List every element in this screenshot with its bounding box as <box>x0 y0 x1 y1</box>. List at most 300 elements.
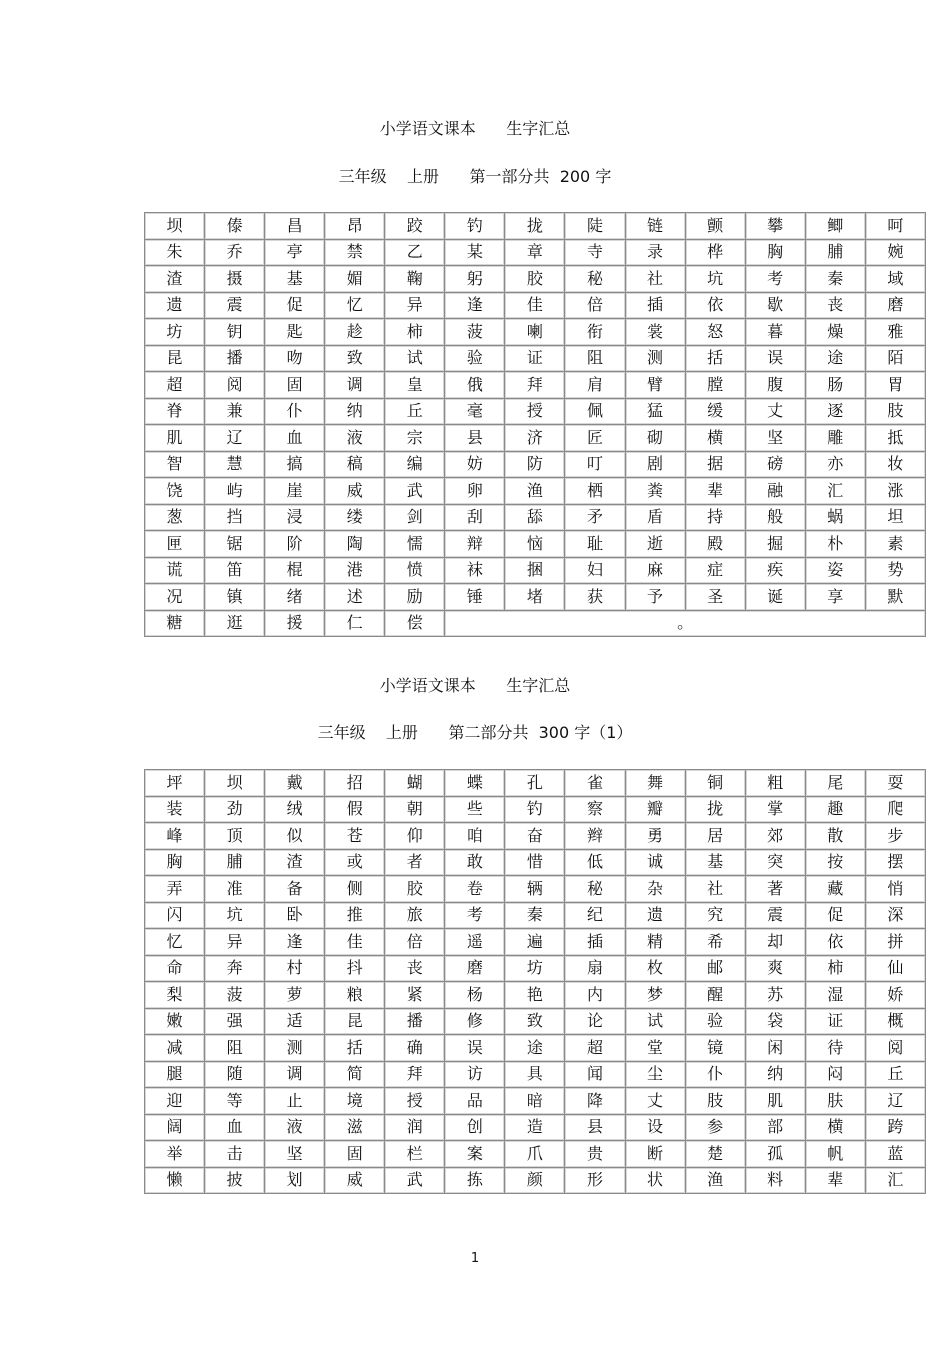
character-cell: 液 <box>265 1114 325 1141</box>
character-cell: 臂 <box>625 372 685 399</box>
character-cell: 堵 <box>505 584 565 611</box>
character-cell: 秦 <box>505 902 565 929</box>
character-cell: 坚 <box>745 425 805 452</box>
character-cell: 防 <box>505 451 565 478</box>
character-cell: 辩 <box>445 531 505 558</box>
character-cell: 暮 <box>745 319 805 346</box>
character-cell: 超 <box>565 1035 625 1062</box>
character-cell: 突 <box>745 849 805 876</box>
character-cell: 耍 <box>865 770 925 797</box>
character-cell: 辈 <box>805 1167 865 1194</box>
character-cell: 辈 <box>685 478 745 505</box>
character-cell: 县 <box>565 1114 625 1141</box>
character-cell: 闷 <box>805 1061 865 1088</box>
character-cell: 闪 <box>145 902 205 929</box>
character-cell: 颤 <box>685 213 745 240</box>
character-cell: 阻 <box>565 345 625 372</box>
character-cell: 亭 <box>265 239 325 266</box>
character-cell: 悄 <box>865 876 925 903</box>
character-cell: 迎 <box>145 1088 205 1115</box>
character-cell: 渣 <box>265 849 325 876</box>
character-cell: 禁 <box>325 239 385 266</box>
table-row <box>145 531 926 558</box>
character-cell: 命 <box>145 955 205 982</box>
character-cell: 考 <box>745 266 805 293</box>
character-cell: 社 <box>625 266 685 293</box>
character-cell: 雀 <box>565 770 625 797</box>
character-cell: 推 <box>325 902 385 929</box>
character-cell: 旅 <box>385 902 445 929</box>
character-cell: 搞 <box>265 451 325 478</box>
character-cell: 秘 <box>565 876 625 903</box>
character-cell: 顶 <box>205 823 265 850</box>
character-cell: 测 <box>265 1035 325 1062</box>
character-cell: 证 <box>805 1008 865 1035</box>
character-cell: 胶 <box>505 266 565 293</box>
character-cell: 汇 <box>865 1167 925 1194</box>
character-cell: 刮 <box>445 504 505 531</box>
character-cell: 状 <box>625 1167 685 1194</box>
character-cell: 奋 <box>505 823 565 850</box>
character-cell: 设 <box>625 1114 685 1141</box>
character-cell: 准 <box>205 876 265 903</box>
character-cell: 仆 <box>265 398 325 425</box>
character-cell: 料 <box>745 1167 805 1194</box>
character-cell: 部 <box>745 1114 805 1141</box>
character-cell: 仰 <box>385 823 445 850</box>
table-row <box>145 213 926 240</box>
character-cell: 勇 <box>625 823 685 850</box>
character-cell: 傣 <box>205 213 265 240</box>
character-cell: 播 <box>385 1008 445 1035</box>
table-row <box>145 1114 926 1141</box>
character-cell: 形 <box>565 1167 625 1194</box>
character-cell: 润 <box>385 1114 445 1141</box>
character-cell: 雕 <box>805 425 865 452</box>
character-cell: 袜 <box>445 557 505 584</box>
character-cell: 误 <box>445 1035 505 1062</box>
character-cell: 腿 <box>145 1061 205 1088</box>
character-cell: 况 <box>145 584 205 611</box>
character-cell: 陶 <box>325 531 385 558</box>
character-cell: 震 <box>745 902 805 929</box>
character-cell: 创 <box>445 1114 505 1141</box>
character-cell: 假 <box>325 796 385 823</box>
table-row <box>145 1035 926 1062</box>
character-cell: 婉 <box>865 239 925 266</box>
character-cell: 朝 <box>385 796 445 823</box>
character-cell: 毫 <box>445 398 505 425</box>
character-cell: 怒 <box>685 319 745 346</box>
character-cell: 舞 <box>625 770 685 797</box>
character-cell: 爬 <box>865 796 925 823</box>
character-cell: 坦 <box>865 504 925 531</box>
character-cell: 渔 <box>685 1167 745 1194</box>
character-cell: 倍 <box>565 292 625 319</box>
character-cell: 崖 <box>265 478 325 505</box>
character-cell: 枚 <box>625 955 685 982</box>
character-cell: 糖 <box>145 610 205 637</box>
table-row <box>145 1008 926 1035</box>
character-cell: 舔 <box>505 504 565 531</box>
character-cell: 肠 <box>805 372 865 399</box>
character-cell: 据 <box>685 451 745 478</box>
character-cell: 钓 <box>505 796 565 823</box>
character-cell: 逝 <box>625 531 685 558</box>
character-cell: 适 <box>265 1008 325 1035</box>
character-cell: 超 <box>145 372 205 399</box>
character-cell: 铜 <box>685 770 745 797</box>
table-row <box>145 319 926 346</box>
table-row <box>145 478 926 505</box>
table-row <box>145 876 926 903</box>
character-cell: 仙 <box>865 955 925 982</box>
character-cell: 裳 <box>625 319 685 346</box>
character-cell: 内 <box>565 982 625 1009</box>
character-cell: 抵 <box>865 425 925 452</box>
character-cell: 获 <box>565 584 625 611</box>
character-cell: 桦 <box>685 239 745 266</box>
character-cell: 招 <box>325 770 385 797</box>
page-number: 1 <box>470 1251 480 1266</box>
character-cell: 梦 <box>625 982 685 1009</box>
character-cell: 丘 <box>865 1061 925 1088</box>
character-cell: 燥 <box>805 319 865 346</box>
character-cell: 媚 <box>325 266 385 293</box>
character-cell: 阅 <box>865 1035 925 1062</box>
character-cell: 弄 <box>145 876 205 903</box>
character-cell: 拜 <box>505 372 565 399</box>
character-cell: 孤 <box>745 1141 805 1168</box>
table-row <box>145 1088 926 1115</box>
character-cell: 坊 <box>505 955 565 982</box>
section1-title: 小学语文课本 生字汇总 <box>379 119 571 138</box>
character-cell: 紧 <box>385 982 445 1009</box>
character-cell: 俄 <box>445 372 505 399</box>
character-cell: 乔 <box>205 239 265 266</box>
character-cell: 著 <box>745 876 805 903</box>
character-cell: 素 <box>865 531 925 558</box>
character-cell: 猛 <box>625 398 685 425</box>
character-cell: 脯 <box>205 849 265 876</box>
character-cell: 拣 <box>445 1167 505 1194</box>
character-cell: 逢 <box>445 292 505 319</box>
character-cell: 渔 <box>505 478 565 505</box>
character-cell: 血 <box>265 425 325 452</box>
table-row <box>145 1061 926 1088</box>
character-cell: 纪 <box>565 902 625 929</box>
character-cell: 止 <box>265 1088 325 1115</box>
character-cell: 瓣 <box>625 796 685 823</box>
character-cell: 苍 <box>325 823 385 850</box>
character-cell: 匙 <box>265 319 325 346</box>
character-cell: 低 <box>565 849 625 876</box>
character-cell: 惜 <box>505 849 565 876</box>
character-cell: 湿 <box>805 982 865 1009</box>
character-cell: 疾 <box>745 557 805 584</box>
character-cell: 卧 <box>265 902 325 929</box>
character-cell: 者 <box>385 849 445 876</box>
character-cell: 袋 <box>745 1008 805 1035</box>
table-row <box>145 982 926 1009</box>
character-cell: 亦 <box>805 451 865 478</box>
table-row <box>145 584 926 611</box>
character-cell: 矛 <box>565 504 625 531</box>
character-cell: 闻 <box>565 1061 625 1088</box>
character-cell: 录 <box>625 239 685 266</box>
character-cell: 磨 <box>865 292 925 319</box>
character-cell: 持 <box>685 504 745 531</box>
character-cell: 仆 <box>685 1061 745 1088</box>
character-cell: 致 <box>505 1008 565 1035</box>
character-cell: 修 <box>445 1008 505 1035</box>
character-cell: 爽 <box>745 955 805 982</box>
character-cell: 乙 <box>385 239 445 266</box>
character-cell: 尾 <box>805 770 865 797</box>
character-cell: 汇 <box>805 478 865 505</box>
table-row <box>145 1141 926 1168</box>
character-cell: 默 <box>865 584 925 611</box>
character-cell: 麻 <box>625 557 685 584</box>
character-cell: 葱 <box>145 504 205 531</box>
character-cell: 步 <box>865 823 925 850</box>
character-cell: 兼 <box>205 398 265 425</box>
character-cell: 威 <box>325 478 385 505</box>
character-cell: 些 <box>445 796 505 823</box>
character-cell: 希 <box>685 929 745 956</box>
character-cell: 断 <box>625 1141 685 1168</box>
character-cell: 案 <box>445 1141 505 1168</box>
character-cell: 苏 <box>745 982 805 1009</box>
character-cell: 武 <box>385 1167 445 1194</box>
character-cell: 闲 <box>745 1035 805 1062</box>
character-cell: 插 <box>625 292 685 319</box>
table-row <box>145 902 926 929</box>
character-cell: 粮 <box>325 982 385 1009</box>
character-cell: 减 <box>145 1035 205 1062</box>
character-cell: 朱 <box>145 239 205 266</box>
character-cell: 粪 <box>625 478 685 505</box>
character-cell: 恼 <box>505 531 565 558</box>
character-cell: 醒 <box>685 982 745 1009</box>
character-cell: 胸 <box>145 849 205 876</box>
character-cell: 举 <box>145 1141 205 1168</box>
character-cell: 链 <box>625 213 685 240</box>
character-cell: 笛 <box>205 557 265 584</box>
character-cell: 攀 <box>745 213 805 240</box>
character-cell: 趣 <box>805 796 865 823</box>
character-cell: 妨 <box>445 451 505 478</box>
character-cell: 扇 <box>565 955 625 982</box>
character-cell: 县 <box>445 425 505 452</box>
character-cell: 享 <box>805 584 865 611</box>
character-cell: 阅 <box>205 372 265 399</box>
character-cell: 村 <box>265 955 325 982</box>
character-cell: 阔 <box>145 1114 205 1141</box>
character-cell: 智 <box>145 451 205 478</box>
character-cell: 考 <box>445 902 505 929</box>
character-cell: 蝴 <box>385 770 445 797</box>
character-cell: 邮 <box>685 955 745 982</box>
character-cell: 坝 <box>205 770 265 797</box>
character-cell: 基 <box>265 266 325 293</box>
section1-subtitle: 三年级 上册 第一部分共 200 字 <box>338 167 612 186</box>
character-cell: 涨 <box>865 478 925 505</box>
character-cell: 基 <box>685 849 745 876</box>
character-cell: 腹 <box>745 372 805 399</box>
character-cell: 异 <box>385 292 445 319</box>
character-cell: 跤 <box>385 213 445 240</box>
character-cell: 遥 <box>445 929 505 956</box>
character-cell: 卷 <box>445 876 505 903</box>
character-cell: 匣 <box>145 531 205 558</box>
character-cell: 镇 <box>205 584 265 611</box>
character-cell: 鞠 <box>385 266 445 293</box>
character-cell: 饶 <box>145 478 205 505</box>
character-cell: 磅 <box>745 451 805 478</box>
character-cell: 绒 <box>265 796 325 823</box>
character-cell: 肢 <box>685 1088 745 1115</box>
character-cell: 梨 <box>145 982 205 1009</box>
character-cell: 拢 <box>685 796 745 823</box>
character-cell: 叮 <box>565 451 625 478</box>
character-cell: 雅 <box>865 319 925 346</box>
character-cell: 抖 <box>325 955 385 982</box>
character-cell: 误 <box>745 345 805 372</box>
character-cell: 坊 <box>145 319 205 346</box>
character-cell: 盾 <box>625 504 685 531</box>
character-cell: 境 <box>325 1088 385 1115</box>
character-cell: 击 <box>205 1141 265 1168</box>
table-row <box>145 929 926 956</box>
character-cell: 肢 <box>865 398 925 425</box>
character-cell: 粗 <box>745 770 805 797</box>
character-cell: 胶 <box>385 876 445 903</box>
character-cell: 品 <box>445 1088 505 1115</box>
character-cell: 剑 <box>385 504 445 531</box>
character-cell: 宗 <box>385 425 445 452</box>
character-cell: 摆 <box>865 849 925 876</box>
character-cell: 暗 <box>505 1088 565 1115</box>
character-cell: 萝 <box>265 982 325 1009</box>
character-cell: 造 <box>505 1114 565 1141</box>
character-cell: 肩 <box>565 372 625 399</box>
table-row <box>145 398 926 425</box>
character-cell: 懦 <box>385 531 445 558</box>
character-cell: 楚 <box>685 1141 745 1168</box>
character-cell: 贵 <box>565 1141 625 1168</box>
character-cell: 劲 <box>205 796 265 823</box>
character-cell: 孔 <box>505 770 565 797</box>
character-cell: 佩 <box>565 398 625 425</box>
character-cell: 寺 <box>565 239 625 266</box>
character-cell: 途 <box>805 345 865 372</box>
character-cell: 奔 <box>205 955 265 982</box>
character-cell: 逐 <box>805 398 865 425</box>
character-cell: 锤 <box>445 584 505 611</box>
character-cell: 港 <box>325 557 385 584</box>
character-cell: 谎 <box>145 557 205 584</box>
character-cell: 坑 <box>205 902 265 929</box>
character-cell: 致 <box>325 345 385 372</box>
character-cell: 调 <box>325 372 385 399</box>
character-cell: 姿 <box>805 557 865 584</box>
character-cell: 括 <box>685 345 745 372</box>
character-cell: 颜 <box>505 1167 565 1194</box>
table-row <box>145 266 926 293</box>
character-cell: 忆 <box>325 292 385 319</box>
character-cell: 柿 <box>805 955 865 982</box>
character-cell: 屿 <box>205 478 265 505</box>
character-cell: 述 <box>325 584 385 611</box>
character-cell: 丈 <box>625 1088 685 1115</box>
character-cell: 匠 <box>565 425 625 452</box>
character-cell: 咱 <box>445 823 505 850</box>
character-cell: 论 <box>565 1008 625 1035</box>
character-cell: 肤 <box>805 1088 865 1115</box>
character-cell: 锯 <box>205 531 265 558</box>
character-cell: 胸 <box>745 239 805 266</box>
character-cell: 艳 <box>505 982 565 1009</box>
character-cell: 般 <box>745 504 805 531</box>
table-row <box>145 425 926 452</box>
character-cell: 横 <box>805 1114 865 1141</box>
character-cell: 促 <box>265 292 325 319</box>
character-cell: 菠 <box>445 319 505 346</box>
character-cell: 血 <box>205 1114 265 1141</box>
character-cell: 依 <box>805 929 865 956</box>
character-cell: 戴 <box>265 770 325 797</box>
character-cell: 脯 <box>805 239 865 266</box>
character-cell: 昂 <box>325 213 385 240</box>
character-cell: 按 <box>805 849 865 876</box>
table-row <box>145 770 926 797</box>
character-cell: 促 <box>805 902 865 929</box>
table-row <box>145 239 926 266</box>
character-cell: 纳 <box>745 1061 805 1088</box>
table-row <box>145 451 926 478</box>
character-cell: 昌 <box>265 213 325 240</box>
character-cell: 威 <box>325 1167 385 1194</box>
character-cell: 诞 <box>745 584 805 611</box>
character-cell: 社 <box>685 876 745 903</box>
character-cell: 坪 <box>145 770 205 797</box>
character-cell: 融 <box>745 478 805 505</box>
character-cell: 吻 <box>265 345 325 372</box>
character-cell: 证 <box>505 345 565 372</box>
table-row <box>145 796 926 823</box>
character-cell: 似 <box>265 823 325 850</box>
character-cell: 异 <box>205 929 265 956</box>
character-cell: 浸 <box>265 504 325 531</box>
character-cell: 固 <box>325 1141 385 1168</box>
character-cell: 殿 <box>685 531 745 558</box>
character-cell: 胃 <box>865 372 925 399</box>
character-cell: 慧 <box>205 451 265 478</box>
end-mark: 。 <box>445 610 926 637</box>
character-cell: 皇 <box>385 372 445 399</box>
character-cell: 镜 <box>685 1035 745 1062</box>
character-cell: 途 <box>505 1035 565 1062</box>
character-cell: 仁 <box>325 610 385 637</box>
character-cell: 液 <box>325 425 385 452</box>
character-cell: 援 <box>265 610 325 637</box>
character-cell: 钓 <box>445 213 505 240</box>
character-cell: 滋 <box>325 1114 385 1141</box>
character-cell: 划 <box>265 1167 325 1194</box>
character-cell: 尘 <box>625 1061 685 1088</box>
character-cell: 丧 <box>385 955 445 982</box>
